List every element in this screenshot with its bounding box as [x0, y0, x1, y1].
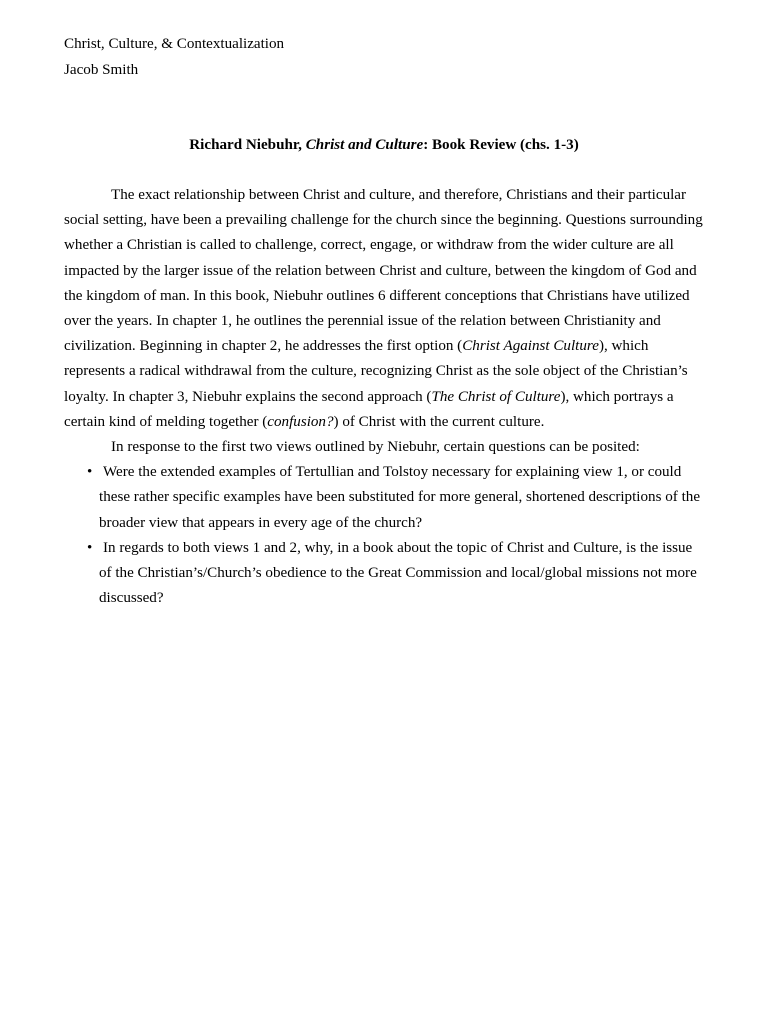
- list-item: [64, 536, 704, 612]
- intro-italic-1: Christ Against Culture: [462, 338, 599, 355]
- course-title: Christ, Culture, & Contextualization: [64, 36, 285, 52]
- bullet-icon: •: [87, 464, 93, 481]
- author-name: Jacob Smith: [64, 62, 139, 78]
- list-item: [64, 460, 704, 536]
- intro-paragraph: [64, 183, 704, 435]
- title-prefix: Richard Niebuhr,: [189, 137, 306, 153]
- review-body: [64, 183, 704, 611]
- bullet-icon: •: [87, 539, 93, 556]
- intro-text-1: The exact relationship between Christ and culture, and therefore, Christians and their particular social setting, have been a prevailing challenge for the church since the beginning. Questions surrounding whether a Christian is called to challenge, correct, engage, or withdraw from the wider culture are all impacted by the larger issue of the relation between Christ and culture, between the kingdom of God and the kingdom of man. In this book, Niebuhr outlines 6 different conceptions that Christians have utilized over the years. In chapter 1, he outlines the perennial issue of the relation between Christianity and civilization. Beginning in chapter 2, he addresses the first option (: [64, 187, 703, 355]
- intro-text-2: ), which represents a radical withdrawal from the culture, recognizing Christ as the sole object of the Christian’s loyalty. In chapter 3, Niebuhr explains the second approach (: [64, 338, 688, 405]
- intro-italic-2: The Christ of Culture: [431, 388, 561, 405]
- intro-text-3: ), which portrays a certain kind of melding together (: [64, 388, 674, 430]
- question-text: In regards to both views 1 and 2, why, in a book about the topic of Christ and Culture, is the issue of the Christian’s/Church’s obedience to the Great Commission and local/global missions not more discussed?: [99, 539, 697, 607]
- review-title: [0, 135, 768, 155]
- questions-intro-paragraph: In response to the first two views outlined by Niebuhr, certain questions can be posited:: [111, 439, 640, 456]
- intro-italic-3: confusion?: [267, 413, 334, 430]
- question-text: Were the extended examples of Tertullian and Tolstoy necessary for explaining view 1, or could these rather specific examples have been substituted for more general, shortened descriptions of the broader view that appears in every age of the church?: [99, 464, 701, 531]
- intro-text-4: ) of Christ with the current culture.: [333, 413, 545, 430]
- title-book: Christ and Culture: [305, 137, 424, 153]
- title-suffix: : Book Review (chs. 1-3): [423, 137, 579, 153]
- questions-list: [64, 460, 704, 611]
